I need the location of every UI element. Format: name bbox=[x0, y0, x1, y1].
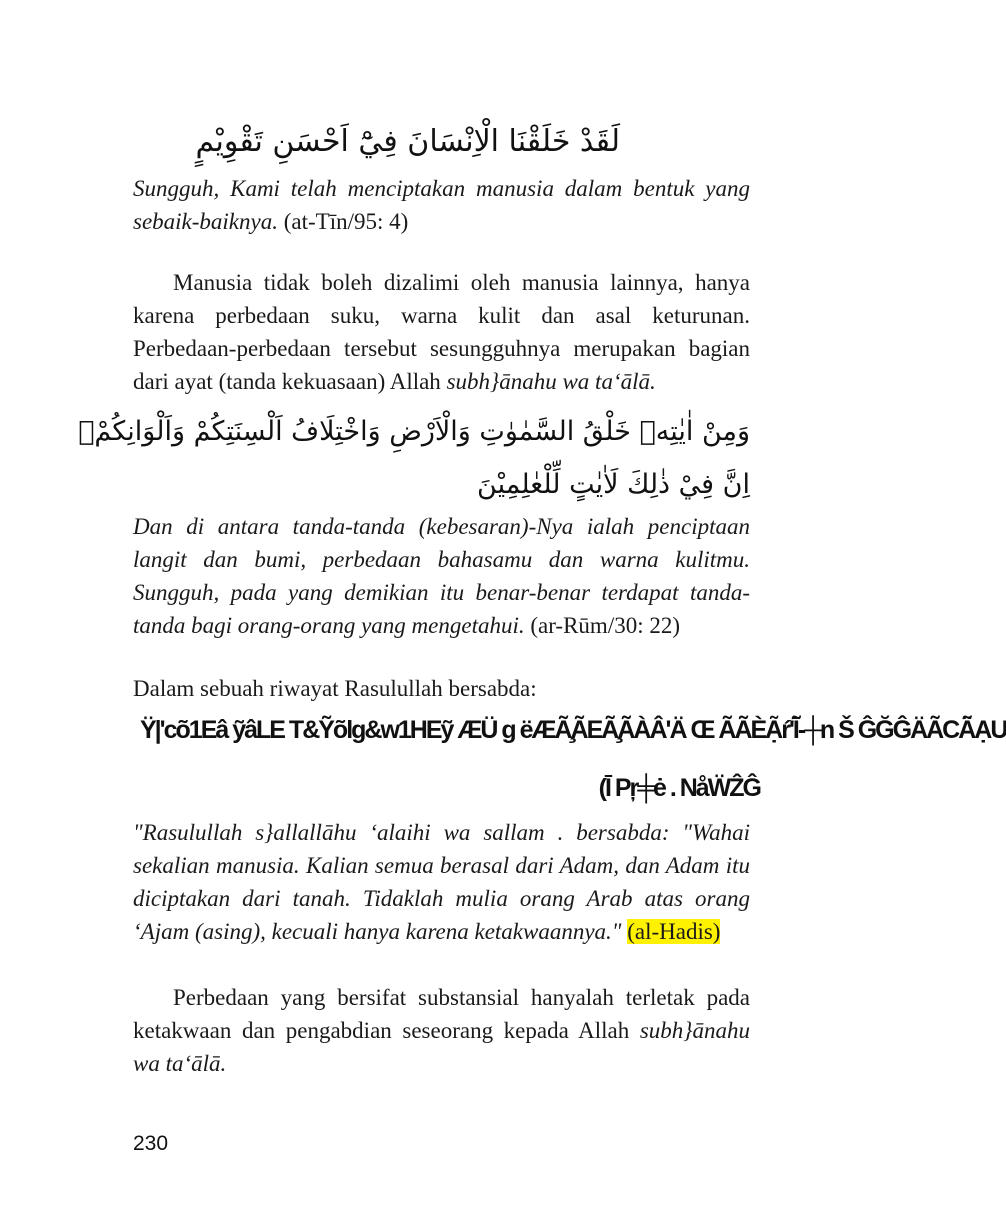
verse-reference: (at-Tīn/95: 4) bbox=[283, 209, 409, 234]
translation-text: "Rasulullah s}allallāhu ‘alaihi wa sallam . bersabda: "Wahai sekalian manusia. Kalian semua berasal dari Adam, dan Adam itu diciptakan dari tanah. Tidaklah mulia orang Arab atas orang ‘Ajam (asing), kecuali hanya karena ketakwaannya." bbox=[133, 820, 750, 944]
quran-verse-rum-arabic-line1: وَمِنْ اٰيٰتِهٖ خَلْقُ السَّمٰوٰتِ وَالْاَرْضِ وَاخْتِلَافُ اَلْسِنَتِكُمْ وَاَلْوَانِكُمْۗ bbox=[78, 416, 750, 447]
hadith-translation bbox=[133, 816, 750, 948]
paragraph-text: Manusia tidak boleh dizalimi oleh manusia lainnya, hanya karena perbedaan suku, warna kulit dan asal keturunan. Perbedaan-perbedaan tersebut sesungguhnya merupakan bagian dari ayat (tanda kekuasaan) Allah bbox=[133, 270, 750, 394]
quran-verse-tin-translation bbox=[133, 172, 750, 238]
page-number: 230 bbox=[133, 1132, 169, 1155]
honorific-text: subh}ānahu wa ta‘ālā. bbox=[133, 1018, 750, 1076]
translation-text: Sungguh, Kami telah menciptakan manusia dalam bentuk yang sebaik-baiknya. bbox=[133, 176, 750, 234]
translation-text: Dan di antara tanda-tanda (kebesaran)-Nya ialah penciptaan langit dan bumi, perbedaan bahasamu dan warna kulitmu. Sungguh, pada yang demikian itu benar-benar terdapat tanda-tanda bagi orang-orang yang mengetahui. bbox=[133, 514, 750, 638]
hadith-arabic-garbled-line2: (Ī Pŗ╪ė . NåẄẐĜ bbox=[598, 774, 760, 802]
honorific-text: subh}ānahu wa ta‘ālā. bbox=[446, 369, 656, 394]
verse-reference: (ar-Rūm/30: 22) bbox=[530, 613, 681, 638]
hadith-arabic-garbled-line1: Ÿ|'cõ1Eâ ỹâLE T&Ỹõlg&w1HEỹ ÆÜ g ëÆÃ̧ÃEÃ̧ÃÀÂ'Ä Œ ÃÃÈẠ̃ŕ'Ĩ̄-┼n Š ĜĞĜÄÃCÃ̈ẠU bbox=[140, 716, 1006, 744]
quran-verse-rum-translation bbox=[133, 510, 750, 642]
hadith-intro: Dalam sebuah riwayat Rasulullah bersabda: bbox=[133, 676, 537, 701]
body-paragraph-1 bbox=[133, 266, 750, 398]
quran-verse-tin-arabic: لَقَدْ خَلَقْنَا الْاِنْسَانَ فِيْٓ اَحْسَنِ تَقْوِيْمٍ bbox=[195, 124, 620, 159]
paragraph-text: Perbedaan yang bersifat substansial hanyalah terletak pada ketakwaan dan pengabdian seseorang kepada Allah bbox=[133, 985, 750, 1043]
body-paragraph-2 bbox=[133, 981, 750, 1080]
quran-verse-rum-arabic-line2: اِنَّ فِيْ ذٰلِكَ لَاٰيٰتٍ لِّلْعٰلِمِيْنَ bbox=[477, 469, 750, 500]
hadith-reference-highlighted: (al-Hadis) bbox=[627, 919, 721, 944]
